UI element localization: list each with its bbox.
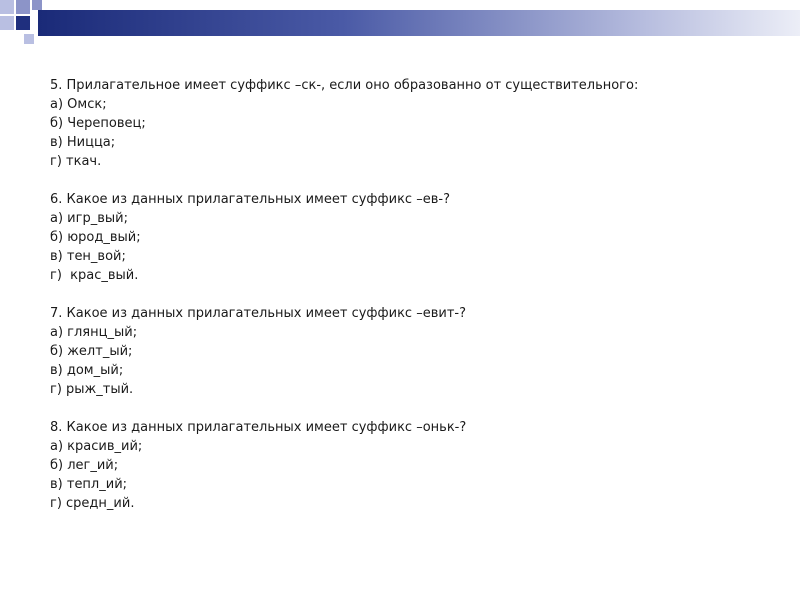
question-text: 8. Какое из данных прилагательных имеет суффикс –оньк-? xyxy=(50,420,467,435)
answer-option: а) красив_ий; xyxy=(50,439,143,454)
answer-option: б) юрод_вый; xyxy=(50,230,141,245)
answer-option: в) тен_вой; xyxy=(50,249,126,264)
answer-option: б) Череповец; xyxy=(50,116,146,131)
decor-square xyxy=(0,16,14,30)
question-block xyxy=(50,190,770,285)
question-text: 7. Какое из данных прилагательных имеет суффикс –евит-? xyxy=(50,306,466,321)
decor-square xyxy=(0,0,14,14)
question-list xyxy=(50,76,770,532)
header-bar xyxy=(38,10,800,36)
question-block xyxy=(50,418,770,513)
answer-option: г) ткач. xyxy=(50,154,102,169)
question-block xyxy=(50,304,770,399)
decor-square xyxy=(16,16,30,30)
decor-square xyxy=(32,0,42,10)
answer-option: б) желт_ый; xyxy=(50,344,133,359)
answer-option: г) рыж_тый. xyxy=(50,382,134,397)
answer-option: а) глянц_ый; xyxy=(50,325,138,340)
answer-option: а) игр_вый; xyxy=(50,211,128,226)
question-text: 6. Какое из данных прилагательных имеет суффикс –ев-? xyxy=(50,192,450,207)
question-block xyxy=(50,76,770,171)
answer-option: г) крас_вый. xyxy=(50,268,139,283)
answer-option: в) Ницца; xyxy=(50,135,116,150)
decor-square xyxy=(16,0,30,14)
answer-option: в) дом_ый; xyxy=(50,363,124,378)
decor-square xyxy=(24,34,34,44)
answer-option: а) Омск; xyxy=(50,97,107,112)
answer-option: г) средн_ий. xyxy=(50,496,135,511)
answer-option: в) тепл_ий; xyxy=(50,477,128,492)
answer-option: б) лег_ий; xyxy=(50,458,119,473)
question-text: 5. Прилагательное имеет суффикс –ск-, если оно образованно от существительного: xyxy=(50,78,639,93)
